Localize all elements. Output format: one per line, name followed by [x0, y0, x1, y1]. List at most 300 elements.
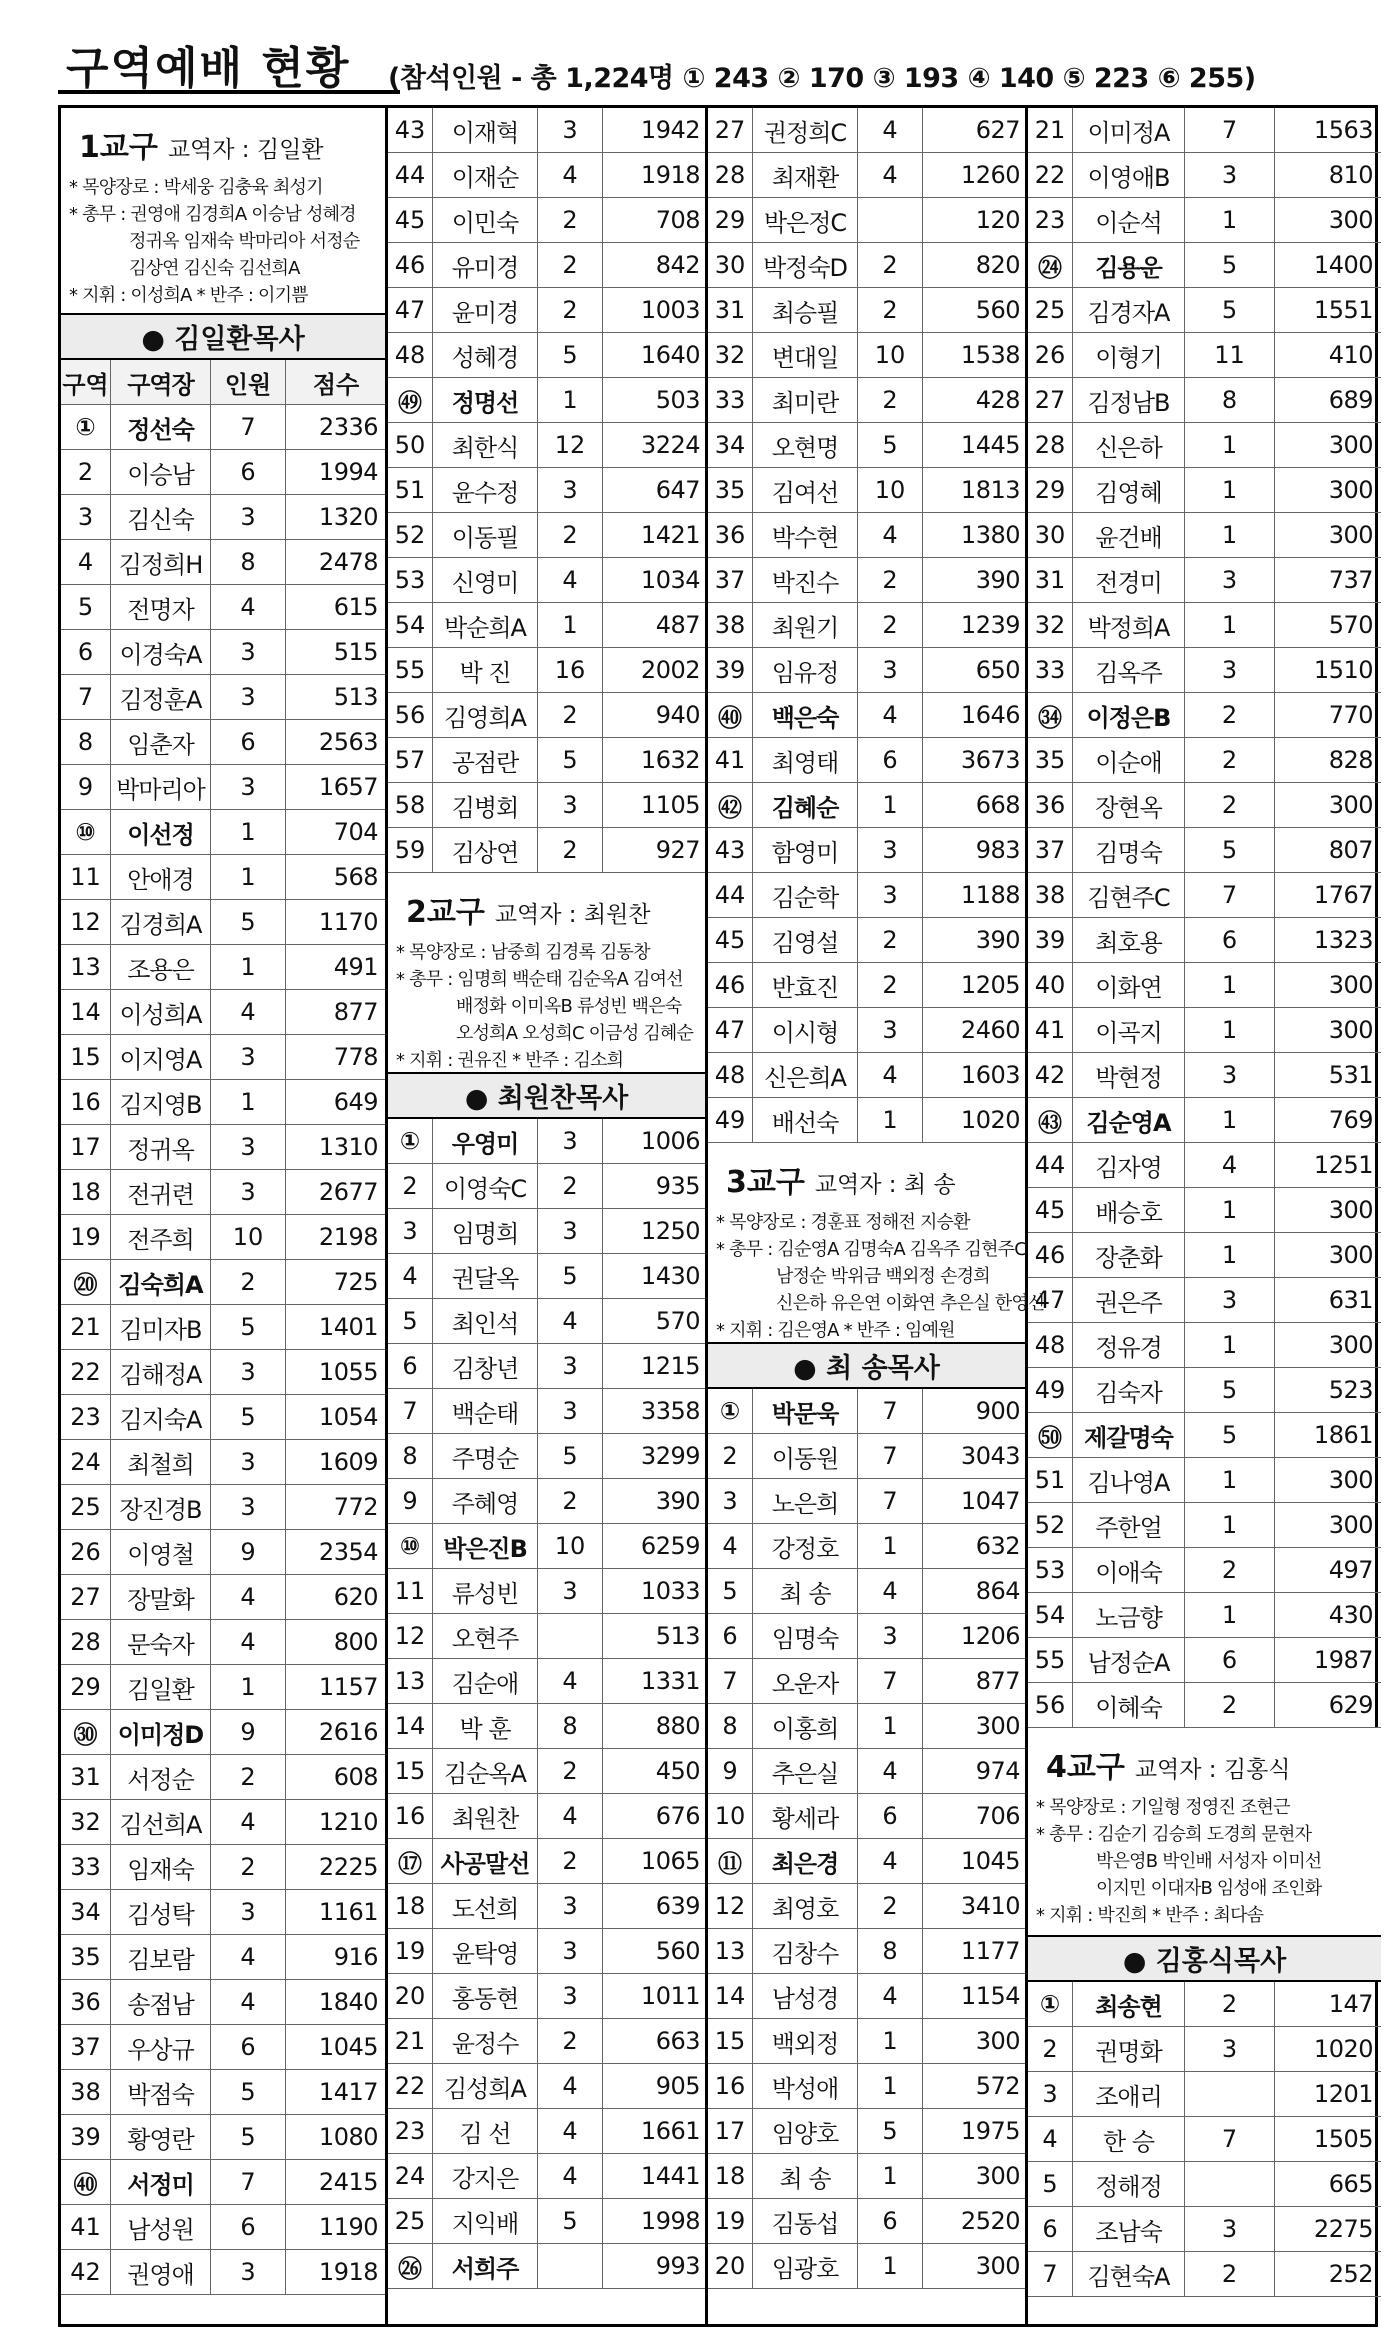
- district-number: 46: [1028, 1233, 1073, 1277]
- points: 650: [975, 656, 1020, 684]
- table-row: [388, 423, 705, 468]
- member-count: 2: [538, 828, 603, 872]
- points: 1320: [318, 503, 378, 531]
- points: 1323: [1313, 926, 1373, 954]
- leader-name: 노은희: [753, 1479, 858, 1523]
- district-number: 6: [708, 1614, 753, 1658]
- district-number: 52: [1028, 1503, 1073, 1547]
- district-number: 57: [388, 738, 433, 782]
- points: 1205: [960, 971, 1020, 999]
- points: 1401: [318, 1313, 378, 1341]
- points: 1380: [960, 521, 1020, 549]
- member-count: 3: [211, 1890, 286, 1934]
- leader-name: 이순애: [1073, 738, 1185, 782]
- member-count: 6: [1185, 918, 1275, 962]
- member-count: 8: [538, 1704, 603, 1748]
- leader-name: 김순영A: [1073, 1098, 1185, 1142]
- member-count: 1: [1185, 1233, 1275, 1277]
- member-count: 9: [211, 1710, 286, 1754]
- leader-name: 윤수정: [433, 468, 538, 512]
- leader-name: 최은경: [753, 1839, 858, 1883]
- district-number: 49: [708, 1098, 753, 1142]
- table-row: [61, 1215, 385, 1260]
- points: 513: [655, 1622, 700, 1650]
- district-number: 2: [61, 450, 111, 494]
- member-count: 3: [1185, 558, 1275, 602]
- member-count: 5: [538, 1434, 603, 1478]
- points: 2002: [640, 656, 700, 684]
- leader-name: 주명순: [433, 1434, 538, 1478]
- leader-name: 김명숙: [1073, 828, 1185, 872]
- table-row: [388, 2244, 705, 2289]
- member-count: [538, 2244, 603, 2288]
- leader-name: 이성희A: [111, 990, 211, 1034]
- table-row: [61, 405, 385, 450]
- district-number: 20: [708, 2244, 753, 2288]
- points: 568: [333, 863, 378, 891]
- member-count: 10: [858, 333, 923, 377]
- leader-name: 백은숙: [753, 693, 858, 737]
- member-count: 4: [211, 1935, 286, 1979]
- district-number: 4: [1028, 2117, 1073, 2161]
- member-count: 5: [1185, 1413, 1275, 1457]
- district-number: 48: [1028, 1323, 1073, 1367]
- district-number: 27: [708, 108, 753, 152]
- leader-name: 김정희H: [111, 540, 211, 584]
- member-count: 6: [211, 450, 286, 494]
- points: 708: [655, 206, 700, 234]
- points: 877: [975, 1667, 1020, 1695]
- points: 1161: [318, 1898, 378, 1926]
- member-count: 2: [858, 963, 923, 1007]
- points: 1034: [640, 566, 700, 594]
- points: 725: [333, 1268, 378, 1296]
- table-row: [1028, 2027, 1381, 2072]
- table-row: [388, 243, 705, 288]
- member-count: 1: [211, 855, 286, 899]
- header-points: 점수: [312, 370, 360, 399]
- table-row: [1028, 378, 1381, 423]
- member-count: 3: [538, 1974, 603, 2018]
- table-row: [61, 1125, 385, 1170]
- points: 2478: [318, 548, 378, 576]
- leader-name: 홍동현: [433, 1974, 538, 2018]
- member-count: 3: [538, 1344, 603, 1388]
- district-number: 9: [61, 765, 111, 809]
- district-number: 3: [61, 495, 111, 539]
- table-row: [388, 2199, 705, 2244]
- member-count: 4: [211, 990, 286, 1034]
- leader-name: 박정희A: [1073, 603, 1185, 647]
- leader-name: 김영희A: [433, 693, 538, 737]
- member-count: 1: [1185, 603, 1275, 647]
- points: 772: [333, 1493, 378, 1521]
- member-count: 2: [1185, 693, 1275, 737]
- points: 737: [1328, 566, 1373, 594]
- member-count: 4: [538, 558, 603, 602]
- district-number: 47: [708, 1008, 753, 1052]
- points: 1975: [960, 2117, 1020, 2145]
- points: 877: [333, 998, 378, 1026]
- points: 120: [975, 206, 1020, 234]
- member-count: 2: [538, 2019, 603, 2063]
- table-row: [61, 990, 385, 1035]
- points: 864: [975, 1577, 1020, 1605]
- district-number: 28: [61, 1620, 111, 1664]
- table-row: [708, 1098, 1025, 1143]
- leader-name: 이순석: [1073, 198, 1185, 242]
- member-count: 4: [211, 1620, 286, 1664]
- points: 1045: [318, 2033, 378, 2061]
- table-row: [708, 1929, 1025, 1974]
- points: 615: [333, 593, 378, 621]
- member-count: 1: [1185, 1503, 1275, 1547]
- points: 390: [975, 926, 1020, 954]
- parish-staff-line: * 목양장로 : 기일형 정영진 조현근: [1036, 1797, 1290, 1818]
- points: 1047: [960, 1487, 1020, 1515]
- table-column-2: [388, 108, 708, 2324]
- points: 1505: [1313, 2125, 1373, 2153]
- member-count: 4: [538, 1659, 603, 1703]
- table-row: [1028, 828, 1381, 873]
- points: 3673: [960, 746, 1020, 774]
- leader-name: 박성애: [753, 2064, 858, 2108]
- table-row: [1028, 738, 1381, 783]
- member-count: 4: [538, 2154, 603, 2198]
- points: 770: [1328, 701, 1373, 729]
- member-count: 6: [1185, 1638, 1275, 1682]
- table-row: [61, 1620, 385, 1665]
- district-number: 13: [708, 1929, 753, 1973]
- leader-name: 사공말선: [433, 1839, 538, 1883]
- page-header: [58, 30, 1378, 100]
- parish-title: [79, 122, 379, 166]
- leader-name: 정해정: [1073, 2162, 1185, 2206]
- parish-staff-line: 김상연 김신숙 김선희A: [129, 258, 300, 279]
- points: 300: [1328, 791, 1373, 819]
- points: 778: [333, 1043, 378, 1071]
- header-district-number: 구역: [61, 360, 111, 404]
- points: 1170: [318, 908, 378, 936]
- leader-name: 이미정A: [1073, 108, 1185, 152]
- member-count: 2: [538, 1479, 603, 1523]
- table-row: [388, 693, 705, 738]
- header-leader-name: 구역장: [111, 360, 211, 404]
- leader-name: 김자영: [1073, 1143, 1185, 1187]
- table-row: [708, 1479, 1025, 1524]
- points: 300: [1328, 971, 1373, 999]
- district-number: 47: [388, 288, 433, 332]
- table-row: [388, 513, 705, 558]
- leader-name: 서정미: [111, 2160, 211, 2204]
- district-number: 9: [708, 1749, 753, 1793]
- points: 1188: [960, 881, 1020, 909]
- district-number: 30: [1028, 513, 1073, 557]
- table-row: [388, 2109, 705, 2154]
- member-count: 1: [858, 1704, 923, 1748]
- pastor-bar: ● 김일환목사: [61, 315, 385, 360]
- member-count: 4: [1185, 1143, 1275, 1187]
- member-count: 2: [538, 1749, 603, 1793]
- points: 300: [1328, 1466, 1373, 1494]
- leader-name: 김현숙A: [1073, 2252, 1185, 2296]
- district-number: 18: [61, 1170, 111, 1214]
- table-row: [1028, 1638, 1381, 1683]
- table-row: [1028, 1053, 1381, 1098]
- table-row: [388, 468, 705, 513]
- district-number: 49: [1028, 1368, 1073, 1412]
- member-count: 10: [211, 1215, 286, 1259]
- points: 572: [975, 2072, 1020, 2100]
- leader-name: 권명화: [1073, 2027, 1185, 2071]
- district-number: 47: [1028, 1278, 1073, 1322]
- points: 3358: [640, 1397, 700, 1425]
- member-count: 2: [1185, 2252, 1275, 2296]
- district-number: ㊷: [708, 783, 753, 827]
- member-count: 5: [858, 2109, 923, 2153]
- table-row: [388, 783, 705, 828]
- leader-name: 박진수: [753, 558, 858, 602]
- leader-name: 박마리아: [111, 765, 211, 809]
- parish-staff-line: 남정순 박위금 백외정 손경희: [776, 1266, 990, 1287]
- member-count: 1: [858, 1098, 923, 1142]
- member-count: 3: [211, 495, 286, 539]
- points: 1239: [960, 611, 1020, 639]
- member-count: 7: [858, 1659, 923, 1703]
- leader-name: 전주희: [111, 1215, 211, 1259]
- points: 1020: [960, 1106, 1020, 1134]
- table-row: [388, 1974, 705, 2019]
- leader-name: 김경희A: [111, 900, 211, 944]
- points: 1510: [1313, 656, 1373, 684]
- table-row: [61, 1755, 385, 1800]
- member-count: 6: [858, 738, 923, 782]
- district-number: 35: [1028, 738, 1073, 782]
- table-row: [1028, 2072, 1381, 2117]
- points: 1105: [640, 791, 700, 819]
- points: 3224: [640, 431, 700, 459]
- member-count: 2: [858, 243, 923, 287]
- member-count: 2: [538, 1839, 603, 1883]
- leader-name: 김병회: [433, 783, 538, 827]
- leader-name: 전경미: [1073, 558, 1185, 602]
- points: 1331: [640, 1667, 700, 1695]
- table-row: [388, 1299, 705, 1344]
- table-row: [61, 1845, 385, 1890]
- leader-name: 권정희C: [753, 108, 858, 152]
- leader-name: 김 선: [433, 2109, 538, 2153]
- points: 300: [975, 1712, 1020, 1740]
- district-number: 14: [61, 990, 111, 1034]
- member-count: 2: [858, 1884, 923, 1928]
- member-count: 5: [1185, 1368, 1275, 1412]
- points: 3043: [960, 1442, 1020, 1470]
- member-count: [538, 1614, 603, 1658]
- table-row: [388, 1254, 705, 1299]
- table-row: [388, 378, 705, 423]
- table-header-row: [61, 360, 385, 405]
- points: 515: [333, 638, 378, 666]
- table-row: [61, 1710, 385, 1755]
- district-number: 35: [708, 468, 753, 512]
- district-number: 22: [1028, 153, 1073, 197]
- district-number: ⑰: [388, 1839, 433, 1883]
- table-row: [388, 333, 705, 378]
- leader-name: 김순옥A: [433, 1749, 538, 1793]
- table-row: [1028, 1503, 1381, 1548]
- district-number: 38: [1028, 873, 1073, 917]
- parish-info-g1: [61, 108, 385, 315]
- leader-name: 우상규: [111, 2025, 211, 2069]
- leader-name: 이동원: [753, 1434, 858, 1478]
- member-count: 2: [858, 558, 923, 602]
- member-count: 1: [1185, 468, 1275, 512]
- table-row: [1028, 153, 1381, 198]
- table-row: [1028, 648, 1381, 693]
- district-number: 56: [388, 693, 433, 737]
- district-number: 33: [1028, 648, 1073, 692]
- points: 503: [655, 386, 700, 414]
- leader-name: 박점숙: [111, 2070, 211, 2114]
- points: 769: [1328, 1106, 1373, 1134]
- table-row: [708, 2244, 1025, 2289]
- district-number: 16: [388, 1794, 433, 1838]
- points: 300: [1328, 476, 1373, 504]
- district-number: 23: [1028, 198, 1073, 242]
- table-row: [708, 648, 1025, 693]
- leader-name: 류성빈: [433, 1569, 538, 1613]
- table-row: [708, 693, 1025, 738]
- leader-name: 강지은: [433, 2154, 538, 2198]
- table-row: [1028, 513, 1381, 558]
- district-number: 35: [61, 1935, 111, 1979]
- district-number: 45: [1028, 1188, 1073, 1232]
- points: 2563: [318, 728, 378, 756]
- leader-name: 우영미: [433, 1119, 538, 1163]
- table-row: [61, 1350, 385, 1395]
- district-number: 50: [388, 423, 433, 467]
- points: 1657: [318, 773, 378, 801]
- member-count: 1: [1185, 1593, 1275, 1637]
- member-count: 3: [211, 1350, 286, 1394]
- district-number: 41: [1028, 1008, 1073, 1052]
- member-count: 2: [858, 918, 923, 962]
- leader-name: 김미자B: [111, 1305, 211, 1349]
- leader-name: 최인석: [433, 1299, 538, 1343]
- leader-name: 최송현: [1073, 1982, 1185, 2026]
- leader-name: 최원기: [753, 603, 858, 647]
- district-number: 37: [708, 558, 753, 602]
- district-number: 23: [61, 1395, 111, 1439]
- leader-name: 김숙희A: [111, 1260, 211, 1304]
- table-row: [1028, 1278, 1381, 1323]
- member-count: 1: [1185, 513, 1275, 557]
- district-number: 6: [61, 630, 111, 674]
- district-number: 51: [388, 468, 433, 512]
- district-number: 18: [708, 2154, 753, 2198]
- member-count: 12: [538, 423, 603, 467]
- leader-name: 김경자A: [1073, 288, 1185, 332]
- table-row: [1028, 693, 1381, 738]
- district-number: 39: [1028, 918, 1073, 962]
- points: 1154: [960, 1982, 1020, 2010]
- district-number: 33: [708, 378, 753, 422]
- district-number: 25: [1028, 288, 1073, 332]
- points: 560: [655, 1937, 700, 1965]
- leader-name: 서정순: [111, 1755, 211, 1799]
- table-row: [1028, 1413, 1381, 1458]
- member-count: 4: [538, 153, 603, 197]
- points: 1767: [1313, 881, 1373, 909]
- leader-name: 최재환: [753, 153, 858, 197]
- points: 6259: [640, 1532, 700, 1560]
- points: 1918: [640, 161, 700, 189]
- district-number: 5: [708, 1569, 753, 1613]
- table-row: [61, 1665, 385, 1710]
- parish-pastor-line: 교역자 : 김일환: [167, 137, 324, 163]
- district-number: 53: [388, 558, 433, 602]
- points: 1998: [640, 2207, 700, 2235]
- member-count: 4: [538, 1794, 603, 1838]
- district-number: 11: [61, 855, 111, 899]
- table-row: [708, 378, 1025, 423]
- member-count: 1: [1185, 1008, 1275, 1052]
- table-row: [1028, 198, 1381, 243]
- leader-name: 주한얼: [1073, 1503, 1185, 1547]
- table-row: [708, 1614, 1025, 1659]
- leader-name: 김보람: [111, 1935, 211, 1979]
- table-row: [61, 1080, 385, 1125]
- points: 560: [975, 296, 1020, 324]
- member-count: 3: [538, 1119, 603, 1163]
- district-number: 31: [708, 288, 753, 332]
- table-row: [388, 1839, 705, 1884]
- table-row: [61, 855, 385, 900]
- district-number: ⑳: [61, 1260, 111, 1304]
- table-row: [388, 288, 705, 333]
- points: 1445: [960, 431, 1020, 459]
- district-number: 17: [61, 1125, 111, 1169]
- table-row: [61, 1980, 385, 2025]
- leader-name: 박문욱: [753, 1389, 858, 1433]
- table-row: [61, 450, 385, 495]
- district-number: 19: [708, 2199, 753, 2243]
- table-row: [61, 945, 385, 990]
- district-number: ㊵: [61, 2160, 111, 2204]
- district-number: 45: [708, 918, 753, 962]
- district-number: 8: [61, 720, 111, 764]
- member-count: 1: [858, 1524, 923, 1568]
- table-row: [708, 783, 1025, 828]
- district-number: 21: [388, 2019, 433, 2063]
- district-number: 33: [61, 1845, 111, 1889]
- leader-name: 윤정수: [433, 2019, 538, 2063]
- points: 627: [975, 116, 1020, 144]
- points: 1942: [640, 116, 700, 144]
- leader-name: 전명자: [111, 585, 211, 629]
- points: 390: [975, 566, 1020, 594]
- points: 1020: [1313, 2035, 1373, 2063]
- table-row: [708, 828, 1025, 873]
- district-number: 51: [1028, 1458, 1073, 1502]
- points: 300: [975, 2162, 1020, 2190]
- leader-name: 전귀련: [111, 1170, 211, 1214]
- member-count: 3: [538, 1389, 603, 1433]
- district-number: 12: [708, 1884, 753, 1928]
- district-number: ①: [708, 1389, 753, 1433]
- points: 513: [333, 683, 378, 711]
- leader-name: 김용운: [1073, 243, 1185, 287]
